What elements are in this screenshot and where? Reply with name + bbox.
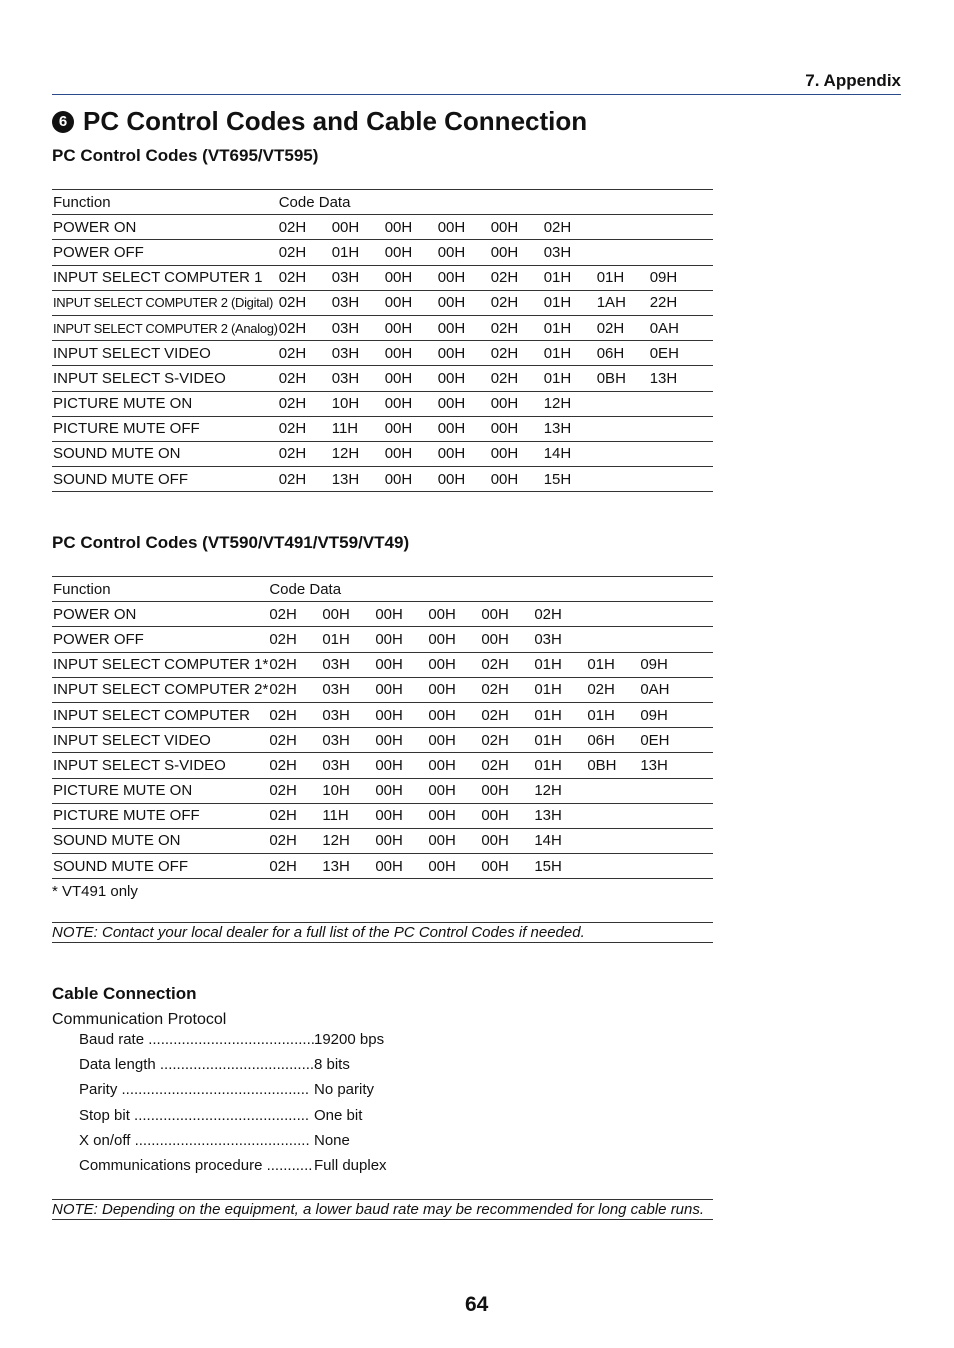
code-cell: 00H [374,778,427,803]
table-row [52,728,713,753]
table-row [52,467,713,492]
code-cell: 15H [533,854,586,879]
cable-connection-heading: Cable Connection [52,984,197,1003]
table2-footnote: * VT491 only [52,883,138,900]
code-cell [649,215,713,240]
code-cell: 03H [331,366,384,391]
function-cell: INPUT SELECT COMPUTER 2 (Digital) [52,290,278,315]
code-cell: 02H [268,828,321,853]
code-cell: 00H [384,290,437,315]
code-cell: 1AH [596,290,649,315]
table-row [52,366,713,391]
protocol-item-key: Communications procedure ........... [79,1157,313,1174]
table-row [52,290,713,315]
code-cell [586,627,639,652]
table-row [52,778,713,803]
code-cell: 01H [533,677,586,702]
code-cell: 01H [586,652,639,677]
code-cell: 14H [543,441,596,466]
table-row [52,828,713,853]
code-cell: 00H [374,753,427,778]
code-cell: 00H [437,391,490,416]
code-cell: 03H [331,341,384,366]
code-cell: 03H [331,315,384,340]
code-cell: 00H [480,854,533,879]
code-cell: 12H [543,391,596,416]
code-cell: 02H [268,627,321,652]
table-row [52,677,713,702]
code-cell: 00H [427,677,480,702]
table-row [52,702,713,727]
code-cell: 00H [437,366,490,391]
code-cell: 03H [321,728,374,753]
note-control-codes: NOTE: Contact your local dealer for a full list of the PC Control Codes if needed. [52,922,713,943]
code-cell [639,803,713,828]
code-cell: 02H [268,753,321,778]
code-cell: 02H [533,602,586,627]
code-cell: 01H [543,315,596,340]
code-cell: 00H [437,315,490,340]
code-cell: 00H [437,265,490,290]
code-cell [596,240,649,265]
code-cell: 02H [268,803,321,828]
code-cell: 02H [278,391,331,416]
code-cell: 02H [278,265,331,290]
code-cell: 02H [268,702,321,727]
function-cell: INPUT SELECT COMPUTER 2 (Analog) [52,315,278,340]
code-cell: 02H [278,215,331,240]
code-cell: 01H [331,240,384,265]
code-cell: 0EH [649,341,713,366]
code-cell: 12H [533,778,586,803]
table-row [52,416,713,441]
function-cell: PICTURE MUTE OFF [52,416,278,441]
function-cell: POWER ON [52,602,268,627]
function-cell: INPUT SELECT S-VIDEO [52,753,268,778]
protocol-label: Communication Protocol [52,1011,227,1028]
code-cell: 00H [427,778,480,803]
code-cell: 01H [543,290,596,315]
table-row [52,803,713,828]
code-cell: 01H [533,652,586,677]
code-cell: 02H [278,290,331,315]
protocol-item [79,1056,350,1074]
code-cell: 01H [533,753,586,778]
code-cell [639,627,713,652]
code-cell [649,467,713,492]
code-cell [596,215,649,240]
protocol-item [79,1106,363,1124]
code-cell: 00H [374,854,427,879]
protocol-item-value: 19200 bps [314,1031,385,1048]
code-cell: 00H [427,627,480,652]
code-cell: 13H [321,854,374,879]
column-header-code-data: Code Data [268,577,713,602]
code-cell: 00H [374,702,427,727]
code-cell [596,416,649,441]
note-baud-rate: NOTE: Depending on the equipment, a lower baud rate may be recommended for long cable runs. [52,1199,713,1220]
code-cell: 01H [543,265,596,290]
protocol-item [79,1081,375,1099]
function-cell: INPUT SELECT COMPUTER [52,702,268,727]
code-cell: 02H [278,341,331,366]
code-cell: 13H [543,416,596,441]
code-cell [586,602,639,627]
code-cell [596,467,649,492]
protocol-item-key: Baud rate ........................................ [79,1031,315,1048]
code-cell: 00H [374,828,427,853]
code-cell: 00H [374,652,427,677]
code-cell: 02H [278,366,331,391]
code-cell: 13H [331,467,384,492]
code-cell: 00H [490,240,543,265]
code-cell: 03H [331,265,384,290]
code-cell: 03H [321,702,374,727]
table-row [52,391,713,416]
function-cell: INPUT SELECT COMPUTER 2* [52,677,268,702]
function-cell: PICTURE MUTE ON [52,778,268,803]
code-cell: 00H [437,290,490,315]
code-cell: 02H [480,753,533,778]
code-cell: 13H [649,366,713,391]
code-cell: 00H [384,441,437,466]
code-cell: 00H [427,652,480,677]
code-cell: 02H [490,366,543,391]
code-cell: 00H [490,416,543,441]
code-cell: 02H [586,677,639,702]
code-cell: 02H [268,778,321,803]
table-row [52,854,713,879]
code-cell: 0AH [649,315,713,340]
code-cell: 09H [649,265,713,290]
code-cell: 02H [480,652,533,677]
code-cell: 00H [437,215,490,240]
function-cell: INPUT SELECT COMPUTER 1 [52,265,278,290]
code-cell [639,778,713,803]
code-cell: 00H [384,240,437,265]
code-cell: 02H [268,677,321,702]
code-cell: 00H [480,803,533,828]
code-cell: 00H [480,627,533,652]
code-cell: 0BH [586,753,639,778]
code-cell: 02H [278,240,331,265]
table-row [52,652,713,677]
protocol-item [79,1031,385,1048]
code-cell: 02H [480,728,533,753]
code-cell: 09H [639,652,713,677]
code-cell [586,854,639,879]
code-cell: 02H [268,854,321,879]
code-cell: 00H [331,215,384,240]
code-cell: 00H [374,803,427,828]
code-cell: 09H [639,702,713,727]
table-row [52,602,713,627]
protocol-item-value: None [314,1131,350,1149]
code-cell: 02H [268,652,321,677]
code-cell: 00H [437,416,490,441]
code-cell [586,828,639,853]
code-cell: 03H [321,753,374,778]
table-row [52,341,713,366]
code-cell: 02H [278,315,331,340]
protocol-item-key: Data length ..................................... [79,1056,315,1074]
code-cell: 03H [533,627,586,652]
function-cell: SOUND MUTE OFF [52,854,268,879]
code-cell [596,441,649,466]
code-cell: 0AH [639,677,713,702]
protocol-item-value: Full duplex [314,1157,387,1174]
code-cell: 0BH [596,366,649,391]
code-cell: 00H [490,391,543,416]
code-cell [639,602,713,627]
code-cell: 13H [639,753,713,778]
function-cell: POWER OFF [52,627,268,652]
table2-heading: PC Control Codes (VT590/VT491/VT59/VT49) [52,533,410,552]
code-cell: 01H [321,627,374,652]
code-cell: 00H [321,602,374,627]
code-cell [586,803,639,828]
code-cell: 06H [586,728,639,753]
page-title-text: PC Control Codes and Cable Connection [83,106,588,136]
code-cell: 00H [384,416,437,441]
function-cell: INPUT SELECT COMPUTER 1* [52,652,268,677]
table-row [52,441,713,466]
code-cell: 00H [480,828,533,853]
table-row [52,240,713,265]
code-cell: 03H [321,652,374,677]
code-cell: 11H [321,803,374,828]
code-cell: 00H [384,467,437,492]
code-cell: 00H [427,854,480,879]
protocol-item-value: 8 bits [314,1056,350,1074]
code-cell: 06H [596,341,649,366]
code-cell: 00H [480,602,533,627]
code-cell: 02H [490,265,543,290]
code-cell: 02H [480,702,533,727]
code-cell: 11H [331,416,384,441]
code-cell: 00H [374,602,427,627]
code-cell [649,416,713,441]
section-header: 7. Appendix [805,71,901,90]
protocol-item [79,1157,387,1174]
code-cell: 01H [596,265,649,290]
code-cell [639,854,713,879]
code-cell: 02H [480,677,533,702]
code-cell: 12H [321,828,374,853]
code-cell: 03H [331,290,384,315]
code-cell: 01H [533,702,586,727]
code-cell: 00H [437,467,490,492]
code-cell: 00H [384,315,437,340]
code-cell: 00H [427,702,480,727]
code-cell: 0EH [639,728,713,753]
table-row [52,627,713,652]
code-cell: 12H [331,441,384,466]
control-codes-table-vt695 [52,189,713,492]
code-cell [596,391,649,416]
table-row [52,753,713,778]
column-header-function: Function [52,577,268,602]
code-cell: 02H [490,315,543,340]
function-cell: SOUND MUTE OFF [52,467,278,492]
column-header-function: Function [52,190,278,215]
function-cell: INPUT SELECT VIDEO [52,341,278,366]
code-cell: 00H [374,677,427,702]
code-cell: 00H [437,240,490,265]
code-cell: 00H [427,803,480,828]
page-title [52,106,587,137]
code-cell: 22H [649,290,713,315]
code-cell: 00H [384,341,437,366]
code-cell: 02H [490,341,543,366]
code-cell: 00H [427,828,480,853]
code-cell: 00H [490,215,543,240]
header-rule [52,94,901,95]
code-cell: 02H [278,416,331,441]
protocol-item-key: Parity ............................................. [79,1081,310,1099]
function-cell: POWER ON [52,215,278,240]
code-cell: 03H [543,240,596,265]
code-cell: 00H [374,627,427,652]
table-header-row [52,577,713,602]
function-cell: INPUT SELECT S-VIDEO [52,366,278,391]
code-cell: 00H [384,366,437,391]
code-cell: 15H [543,467,596,492]
control-codes-table-vt590 [52,576,713,879]
code-cell: 02H [543,215,596,240]
code-cell: 00H [384,391,437,416]
table-header-row [52,190,713,215]
table1-heading: PC Control Codes (VT695/VT595) [52,146,319,165]
code-cell: 10H [321,778,374,803]
code-cell: 02H [268,602,321,627]
code-cell: 02H [278,467,331,492]
code-cell: 00H [374,728,427,753]
code-cell: 00H [384,215,437,240]
code-cell: 01H [533,728,586,753]
code-cell: 01H [586,702,639,727]
code-cell [649,240,713,265]
code-cell [586,778,639,803]
code-cell [649,391,713,416]
code-cell: 02H [490,290,543,315]
function-cell: PICTURE MUTE ON [52,391,278,416]
code-cell: 02H [268,728,321,753]
code-cell: 14H [533,828,586,853]
function-cell: INPUT SELECT VIDEO [52,728,268,753]
function-cell: SOUND MUTE ON [52,828,268,853]
protocol-item-key: Stop bit .......................................... [79,1106,310,1124]
code-cell: 00H [490,441,543,466]
code-cell: 00H [427,753,480,778]
column-header-code-data: Code Data [278,190,713,215]
table-row [52,265,713,290]
code-cell: 00H [427,728,480,753]
code-cell: 00H [437,441,490,466]
section-number-badge: 6 [52,111,74,133]
code-cell [649,441,713,466]
code-cell: 13H [533,803,586,828]
code-cell: 01H [543,366,596,391]
code-cell: 03H [321,677,374,702]
function-cell: PICTURE MUTE OFF [52,803,268,828]
page-number: 64 [465,1293,489,1316]
code-cell: 00H [490,467,543,492]
code-cell [639,828,713,853]
protocol-item [79,1131,350,1149]
function-cell: SOUND MUTE ON [52,441,278,466]
table-row [52,215,713,240]
table-row [52,315,713,340]
code-cell: 00H [480,778,533,803]
code-cell: 01H [543,341,596,366]
function-cell: POWER OFF [52,240,278,265]
code-cell: 02H [596,315,649,340]
code-cell: 10H [331,391,384,416]
protocol-item-value: No parity [314,1081,375,1099]
protocol-item-key: X on/off .......................................... [79,1131,310,1149]
code-cell: 02H [278,441,331,466]
code-cell: 00H [427,602,480,627]
code-cell: 00H [437,341,490,366]
protocol-item-value: One bit [314,1106,363,1124]
code-cell: 00H [384,265,437,290]
